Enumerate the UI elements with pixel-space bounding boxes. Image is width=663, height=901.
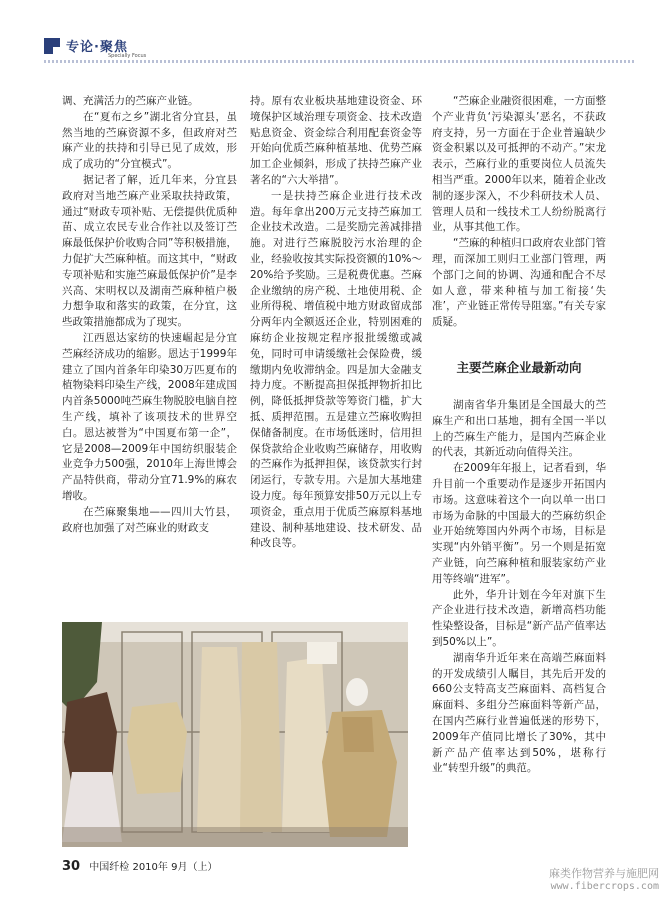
section-title: 专论·聚焦	[66, 40, 128, 55]
paragraph: 据记者了解，近几年来，分宜县政府对当地苎麻产业采取扶持政策，通过“财政专项补贴、无偿提供优质种苗、成立农民专业合作社以及签订苎麻最低保护价收购合同”等积极措施，力促扩大苎麻种植。而这其中，“财政专项补贴和实施苎麻最低保护价”是李兴高、宋明权以及湖南苎麻种植户极力想争取和落实的政策，在分宜，这些政策措施都成为了现实。	[62, 173, 237, 329]
page-header	[44, 36, 634, 58]
article-column-2	[250, 94, 422, 552]
paragraph: 在“夏布之乡”湖北省分宜县，虽然当地的苎麻资源不多，但政府对苎麻产业的扶持和引导已见了成效，形成了成功的“分宜模式”。	[62, 110, 237, 171]
paragraph: 持。原有农业板块基地建设资金、环境保护区域治理专项资金、技术改造贴息资金、资金综合利用配套资金等开始向优质苎麻种植基地、优势苎麻加工企业倾斜，形成了扶持苎麻产业著名的“六大举措”。	[250, 95, 422, 186]
paragraph: 湖南省华升集团是全国最大的苎麻生产和出口基地，拥有全国一半以上的苎麻生产能力，是国内苎麻企业的代表，其新近动向值得关注。	[432, 399, 606, 459]
exhibition-photo	[62, 622, 408, 847]
paragraph: “苎麻企业融资很困难，一方面整个产业背负‘污染源头’恶名，不获政府支持，另一方面在于企业普遍缺少资金积累以及可抵押的不动产。”宋龙表示，苎麻行业的重要岗位人员流失相当严重。2000年以来，随着企业改制的逐步深入，不少科研技术人员、管理人员和一线技术工人纷纷脱离行业，从事其他工作。	[432, 95, 606, 234]
article-column-3-continued	[432, 398, 606, 777]
paragraph: 在2009年年报上，记者看到，华升目前一个重要动作是逐步开拓国内市场。这意味着这个一向以单一出口市场为命脉的中国最大的苎麻纺织企业开始统筹国内外两个市场，目标是实现“内外销平衡”。另一个则是拓宽产业链，向苎麻种植和服装家纺产业用等终端“进军”。	[432, 462, 606, 585]
page-number: 30	[62, 859, 81, 874]
paragraph: 江西恩达家纺的快速崛起是分宜苎麻经济成功的缩影。恩达于1999年建立了国内首条年印染30万匹夏布的植物染料印染生产线，2008年建成国内首条5000吨苎麻生物脱胶电脑自控生产线，填补了该项技术的世界空白。恩达被誉为“中国夏布第一企”，它是2008—2009年中国纺织服装企业竞争力500强，2010年上海世博会产品特供商，带动分宜71.9%的麻农增收。	[62, 331, 237, 502]
watermark	[549, 867, 659, 893]
paragraph: 此外，华升计划在今年对旗下生产企业进行技术改造，新增高档功能性染整设备，目标是“新产品产值率达到50%以上”。	[432, 588, 606, 648]
article-column-3	[432, 94, 606, 331]
watermark-site-name: 麻类作物营养与施肥网	[549, 867, 659, 880]
article-column-1	[62, 94, 237, 536]
section-logo-icon	[44, 38, 60, 54]
paragraph: “苎麻的种植归口政府农业部门管理，而深加工则归工业部门管理，两个部门之间的协调、沟通和配合不尽如人意，带来种植与加工衔接‘失准’，产业链正常传导阻塞。”有关专家质疑。	[432, 237, 606, 329]
paragraph: 调、充满活力的苎麻产业链。	[62, 95, 199, 107]
paragraph: 在苎麻聚集地——四川大竹县，政府也加强了对苎麻业的财政支	[62, 505, 237, 534]
paragraph: 湖南华升近年来在高端苎麻面料的开发成绩引人瞩目，其先后开发的660公支特高支苎麻面料、高档复合麻面料、多组分苎麻面料等新产品，在国内苎麻行业普遍低迷的形势下，2009年产值同比增长了30%，其中新产品产值率达到50%，堪称行业“转型升级”的典范。	[432, 651, 606, 775]
section-heading: 主要苎麻企业最新动向	[456, 360, 582, 375]
page-footer	[62, 858, 217, 874]
header-divider	[44, 60, 634, 63]
watermark-url: www.fibercrops.com	[550, 881, 659, 892]
paragraph: 一是扶持苎麻企业进行技术改造。每年拿出200万元支持苎麻加工企业技术改造。二是奖励完善减排措施。对进行苎麻脱胶污水治理的企业，经验收按其实际投资额的10%～20%给予奖励。三是税费优惠。苎麻企业缴纳的房产税、土地使用税、企业所得税、增值税中地方财政留成部分两年内全额返还企业，特别困难的麻纺企业按规定程序报批缓缴或减免，同时可申请缓缴社会保险费，缓缴期内免收滞纳金。四是加大金融支持力度。不断提高担保抵押物折扣比例，降低抵押贷款等筹资门槛，扩大抵、质押范围。五是建立苎麻收购担保储备制度。在市场低迷时，信用担保贷款给企业收购苎麻储存，用收购的苎麻作为抵押担保，该贷款实行封闭运行，专款专用。六是加大基地建设力度。每年预算安排50万元以上专项资金，重点用于优质苎麻原料基地建设、制种基地建设、技术研发、品种改良等。	[250, 189, 422, 550]
section-subtitle: Specially Focus	[108, 53, 147, 59]
journal-issue: 中国纤检 2010年 9月（上）	[89, 862, 218, 873]
